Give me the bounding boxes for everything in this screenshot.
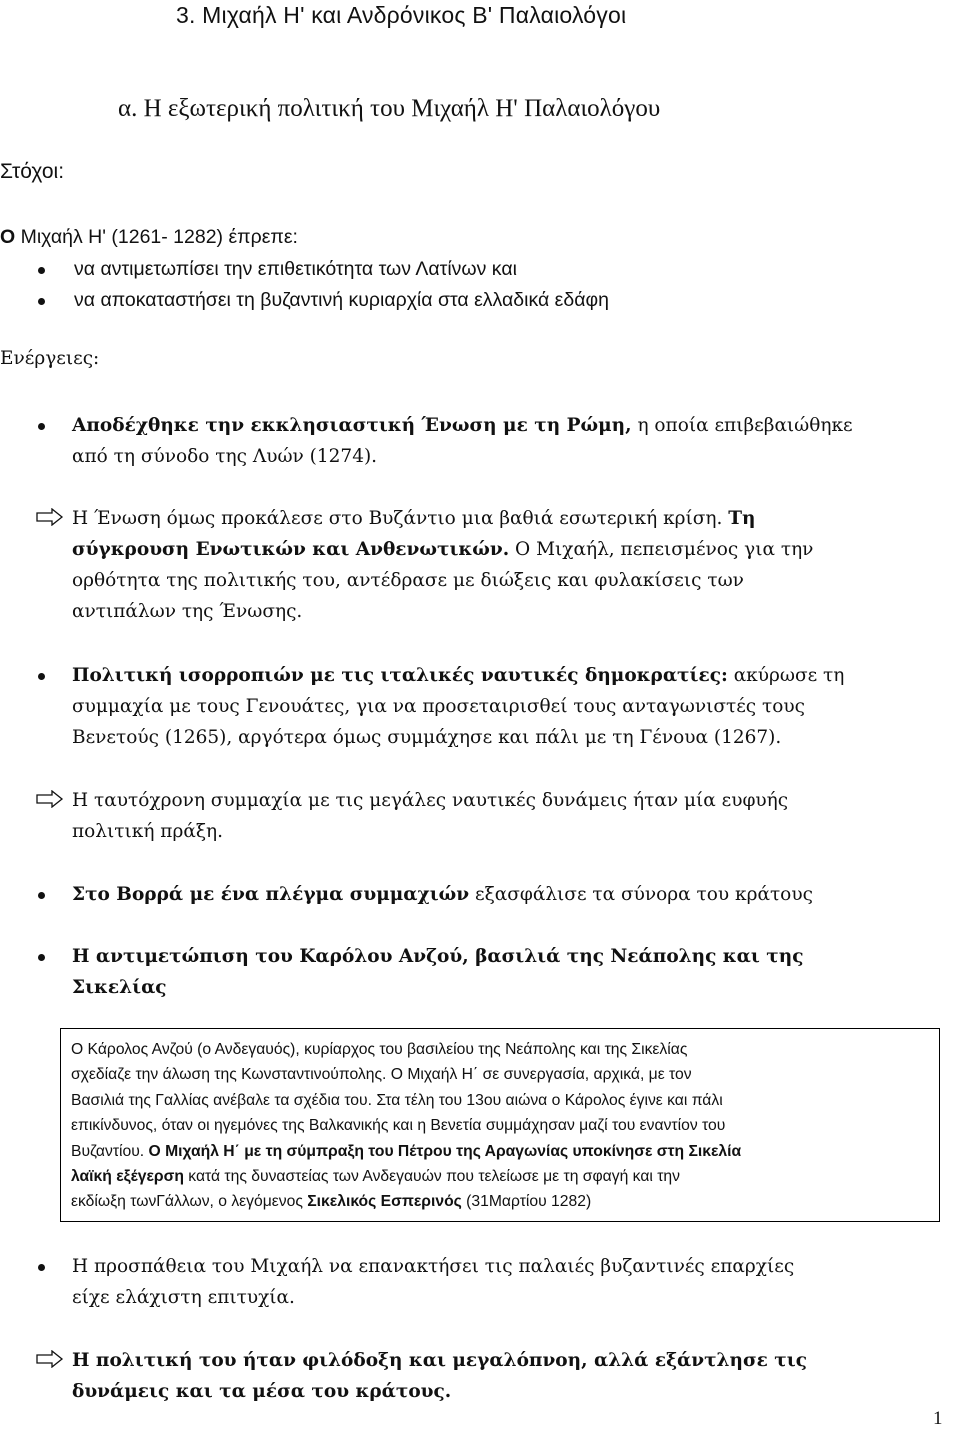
actions-heading: Ενέργειες: xyxy=(0,348,100,369)
box-line-1: Ο Κάρολος Ανζού (ο Ανδεγαυός), κυρίαρχος του βασιλείου της Νεάπολης και της Σικελίας xyxy=(71,1041,688,1058)
action-4-line-2: πολιτική πράξη. xyxy=(72,821,223,842)
action-2-line-2 xyxy=(72,534,813,565)
action-1-bold: Αποδέχθηκε την εκκλησιαστική Ένωση με τη Ρώμη, xyxy=(72,415,632,436)
action-3-line-1 xyxy=(72,660,844,691)
bullet-icon xyxy=(38,423,45,430)
action-3-text: ακύρωσε τη xyxy=(727,665,845,686)
intro-line xyxy=(0,222,298,253)
box-line-2: σχεδίαζε την άλωση της Κωνσταντινούπολης. Ο Μιχαήλ Η΄ σε συνεργασία, αρχικά, με τον xyxy=(71,1066,692,1084)
intro-text: Μιχαήλ Η' (1261- 1282) έπρεπε: xyxy=(15,226,298,248)
box-line-4: επικίνδυνος, όταν οι ηγεμόνες της Βαλκανικής και η Βενετία συμμάχησαν μαζί του εναντίον του xyxy=(71,1117,726,1135)
action-2-line-1 xyxy=(72,503,755,534)
action-5-line xyxy=(72,879,813,910)
action-1-line-1 xyxy=(72,410,853,441)
bullet-icon xyxy=(38,267,45,274)
bullet-icon xyxy=(38,298,45,305)
box-line-6 xyxy=(71,1164,929,1189)
bullet-icon xyxy=(38,673,45,680)
bullet-icon xyxy=(38,892,45,899)
arrow-right-icon xyxy=(36,790,64,808)
action-6-line-1: Η αντιμετώπιση του Καρόλου Ανζού, βασιλιά της Νεάπολης και της xyxy=(72,946,804,967)
page-number: 1 xyxy=(933,1408,943,1429)
box-line-5-text: Βυζαντίου. xyxy=(71,1142,149,1160)
bullet-icon xyxy=(38,1264,45,1271)
goals-heading: Στόχοι: xyxy=(0,160,65,183)
action-4-line-1: Η ταυτόχρονη συμμαχία με τις μεγάλες ναυτικές δυνάμεις ήταν μία ευφυής xyxy=(72,790,789,811)
goal-item-1: να αντιμετωπίσει την επιθετικότητα των Λατίνων και xyxy=(74,258,517,280)
box-line-6-text: κατά της δυναστείας των Ανδεγαυών που τελείωσε με τη σφαγή και την xyxy=(183,1168,680,1186)
action-2-line-4: αντιπάλων της Ένωσης. xyxy=(72,601,303,622)
action-2-text: Η Ένωση όμως προκάλεσε στο Βυζάντιο μια βαθιά εσωτερική κρίση. xyxy=(72,508,729,529)
box-line-3: Βασιλιά της Γαλλίας ανέβαλε τα σχέδια του. Στα τέλη του 13ου αιώνα ο Κάρολος έγινε και πάλι xyxy=(71,1091,723,1109)
action-5-bold: Στο Βορρά με ένα πλέγμα συμμαχιών xyxy=(72,884,470,905)
action-5-text: εξασφάλισε τα σύνορα του κράτους xyxy=(469,884,813,905)
box-line-7-text: εκδίωξη τωνΓάλλων, ο λεγόμενος xyxy=(71,1193,308,1211)
action-8-line-2: δυνάμεις και τα μέσα του κράτους. xyxy=(72,1381,452,1402)
arrow-right-icon xyxy=(36,1350,64,1368)
action-1-line-2: από τη σύνοδο της Λυών (1274). xyxy=(72,446,378,467)
action-2-line-3: ορθότητα της πολιτικής του, αντέδρασε με διώξεις και φυλακίσεις των xyxy=(72,570,744,591)
goal-item-2: να αποκαταστήσει τη βυζαντινή κυριαρχία στα ελλαδικά εδάφη xyxy=(74,289,609,311)
subtitle-text: Η εξωτερική πολιτική του Μιχαήλ Η' Παλαιολόγου xyxy=(137,95,661,122)
action-1-text: η οποία επιβεβαιώθηκε xyxy=(631,415,853,436)
intro-bold: Ο xyxy=(0,226,16,248)
box-line-7 xyxy=(71,1189,929,1214)
bullet-icon xyxy=(38,954,45,961)
box-line-5-bold: Ο Μιχαήλ Η΄ με τη σύμπραξη του Πέτρου της Αραγωνίας υποκίνησε στη Σικελία xyxy=(148,1142,742,1160)
action-2-bold: Τη xyxy=(728,508,756,529)
action-3-bold: Πολιτική ισορροπιών με τις ιταλικές ναυτικές δημοκρατίες: xyxy=(72,665,728,686)
action-6-line-2: Σικελίας xyxy=(72,977,167,998)
action-3-line-3: Βενετούς (1265), αργότερα όμως συμμάχησε και πάλι με τη Γένουα (1267). xyxy=(72,727,782,748)
action-3-line-2: συμμαχία με τους Γενουάτες, για να προσεταιρισθεί τους ανταγωνιστές τους xyxy=(72,696,806,717)
subtitle-letter: α. xyxy=(118,95,138,122)
action-2-text-2: Ο Μιχαήλ, πεπεισμένος για την xyxy=(509,539,814,560)
arrow-right-icon xyxy=(36,508,64,526)
action-2-bold-2: σύγκρουση Ενωτικών και Ανθενωτικών. xyxy=(72,539,510,560)
action-7-line-2: είχε ελάχιστη επιτυχία. xyxy=(72,1287,295,1308)
section-subtitle xyxy=(118,95,660,123)
box-line-5 xyxy=(71,1139,929,1164)
box-line-6-bold: λαϊκή εξέγερση xyxy=(71,1168,184,1186)
page-title: 3. Μιχαήλ Η' και Ανδρόνικος Β' Παλαιολόγοι xyxy=(176,2,627,28)
box-line-7-bold: Σικελικός Εσπερινός xyxy=(307,1193,462,1211)
action-7-line-1: Η προσπάθεια του Μιχαήλ να επανακτήσει τις παλαιές βυζαντινές επαρχίες xyxy=(72,1256,795,1277)
action-8-line-1: Η πολιτική του ήταν φιλόδοξη και μεγαλόπνοη, αλλά εξάντλησε τις xyxy=(72,1350,807,1371)
info-box xyxy=(60,1028,940,1222)
box-line-7-text-2: (31Μαρτίου 1282) xyxy=(461,1193,592,1211)
